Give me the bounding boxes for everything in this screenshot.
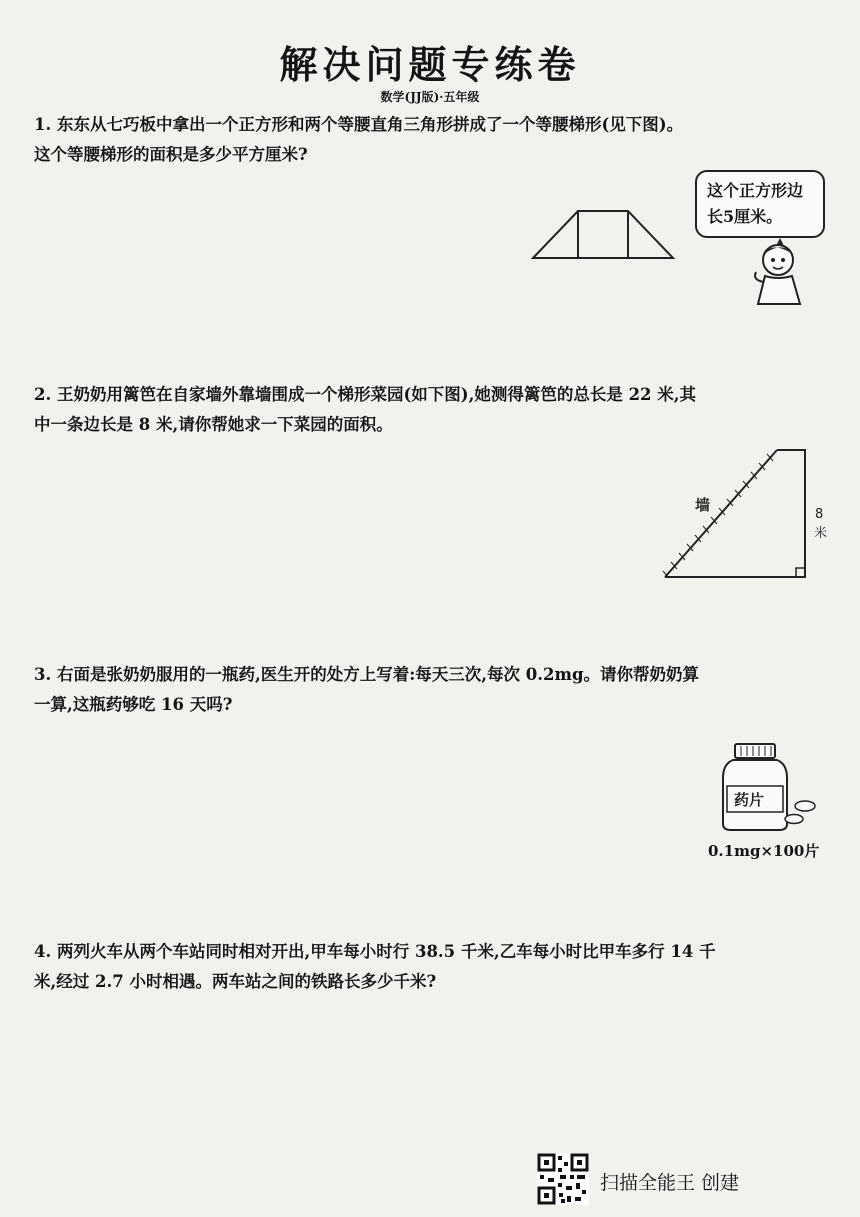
question-4-line-2: 米,经过 2.7 小时相遇。两车站之间的铁路长多少千米? [34,972,437,991]
question-3-line-2: 一算,这瓶药够吃 16 天吗? [34,695,233,714]
garden-trapezoid-figure [655,440,835,590]
bottle-label: 药片 [734,791,765,809]
speech-bubble [695,170,825,238]
question-2 [34,380,834,440]
question-4 [34,937,834,997]
side-length-unit: 米 [814,526,828,541]
medicine-caption: 0.1mg×100片 [708,842,820,860]
question-3-line-1: 3. 右面是张奶奶服用的一瓶药,医生开的处方上写着:每天三次,每次 0.2mg。请你帮奶奶算 [34,665,699,684]
question-1 [34,110,834,170]
page-title: 解决问题专练卷 [279,42,581,87]
question-1-line-2: 这个等腰梯形的面积是多少平方厘米? [34,145,308,164]
qr-code-icon [537,1153,589,1205]
side-length-number: 8 [815,507,824,522]
trapezoid-figure [525,195,685,265]
wall-label: 墙 [695,496,711,514]
scanner-watermark: 扫描全能王 创建 [600,1172,740,1194]
speech-bubble-line-2: 长5厘米。 [707,207,783,226]
question-1-line-1: 1. 东东从七巧板中拿出一个正方形和两个等腰直角三角形拼成了一个等腰梯形(见下图)。 [34,115,684,134]
question-2-line-1: 2. 王奶奶用篱笆在自家墙外靠墙围成一个梯形菜园(如下图),她测得篱笆的总长是 22 米,其 [34,385,697,404]
question-2-line-2: 中一条边长是 8 米,请你帮她求一下菜园的面积。 [34,415,393,434]
question-3 [34,660,834,720]
medicine-bottle-icon [715,740,820,835]
question-4-line-1: 4. 两列火车从两个车站同时相对开出,甲车每小时行 38.5 千米,乙车每小时比甲车多行 14 千 [34,942,716,961]
page-subtitle: 数学(JJ版)·五年级 [380,90,480,104]
speech-bubble-line-1: 这个正方形边 [707,181,804,200]
boy-cartoon-icon [740,236,810,306]
